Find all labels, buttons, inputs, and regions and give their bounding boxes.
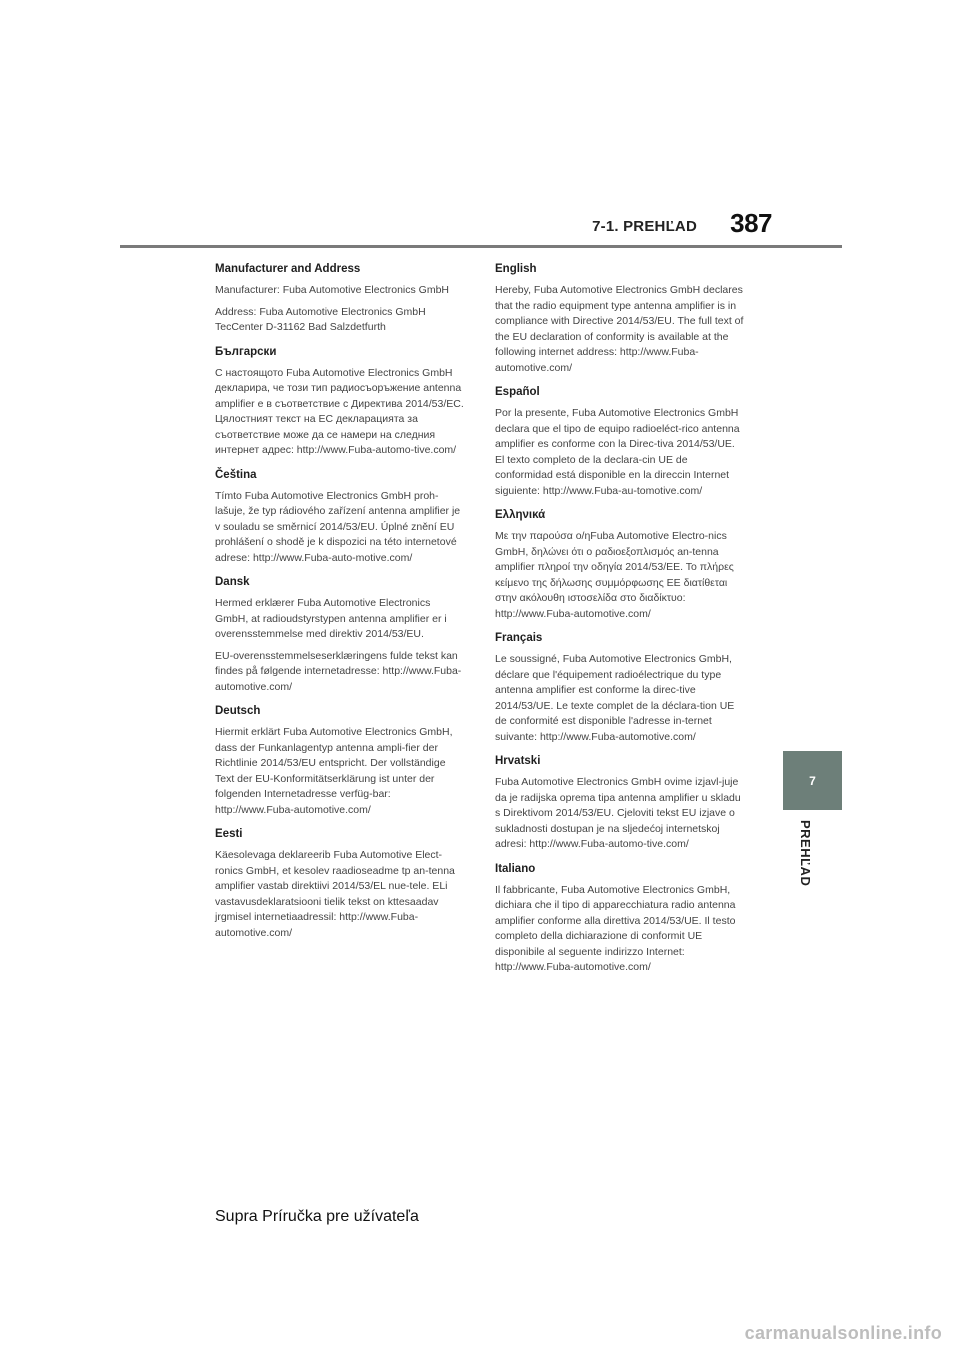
section-heading: Español	[495, 386, 540, 398]
section-title: 7-1. PREHĽAD	[592, 218, 697, 235]
paragraph: Käesolevaga deklareerib Fuba Automotive Elect-ronics GmbH, et kesolev raadioseadme tp an-tenna amplifier vastab direktiivi 2014/53/EL nue-tele. ELi vastavusdeklaratsiooni tielik tekst on kttesaadav jrgmisel internetiaadressil: http://www.Fuba-automotive.com/	[215, 849, 455, 939]
right-column	[495, 262, 745, 985]
footer-manual-title: Supra Príručka pre užívateľa	[215, 1208, 419, 1225]
page-number: 387	[730, 208, 772, 238]
section-czech	[215, 468, 465, 567]
paragraph: Με την παρούσα ο/ηFuba Automotive Electro-nics GmbH, δηλώνει ότι ο ραδιοεξοπλισμός an-tenna amplifier πληροί την οδηγία 2014/53/ΕΕ. Το πλήρες κείμενο της δήλωσης συμμόρφωσης ΕΕ διατίθεται στην ακόλουθη ιστοσελίδα στο διαδίκτυο: http://www.Fuba-automotive.com/	[495, 530, 734, 620]
section-croatian	[495, 754, 745, 853]
header-divider	[120, 245, 842, 248]
paragraph: Hiermit erklärt Fuba Automotive Electronics GmbH, dass der Funkanlagentyp antenna ampli-fier der Richtlinie 2014/53/EU entspricht. Der vollständige Text der EU-Konformitätserklärung ist unter der folgenden Internetadresse verfüg-bar: http://www.Fuba-automotive.com/	[215, 726, 453, 816]
section-heading: Italiano	[495, 862, 536, 875]
section-spanish	[495, 385, 745, 499]
section-estonian	[215, 827, 465, 941]
paragraph: Fuba Automotive Electronics GmbH ovime izjavl-juje da je radijska oprema tipa antenna amplifier u skladu s Direktivom 2014/53/EU. Cjeloviti tekst EU izjave o sukladnosti dostupan je na sljedećoj internetskoj adresi: http://www.Fuba-automo-tive.com/	[495, 776, 741, 850]
paragraph: Il fabbricante, Fuba Automotive Electronics GmbH, dichiara che il tipo di apparecchiatura radio antenna amplifier conforme alla direttiva 2014/53/UE. Il testo completo della dichiarazione di conformit UE disponibile al seguente indirizzo Internet: http://www.Fuba-automotive.com/	[495, 883, 736, 973]
section-english	[495, 262, 745, 376]
section-danish	[215, 575, 465, 695]
section-heading: Ελληνικά	[495, 509, 546, 521]
chapter-side-label: PREHĽAD	[798, 820, 813, 887]
section-heading: Български	[215, 345, 277, 358]
section-heading: English	[495, 263, 537, 275]
chapter-tab: 7	[783, 751, 842, 810]
section-greek	[495, 508, 745, 622]
section-bulgarian	[215, 345, 465, 459]
section-italian	[495, 862, 745, 976]
section-german	[215, 704, 465, 818]
paragraph: Hereby, Fuba Automotive Electronics GmbH declares that the radio equipment type antenna amplifier is in compliance with Directive 2014/53/EU. The full text of the EU declaration of conformity is available at the following internet address: http://www.Fuba-automotive.com/	[495, 284, 744, 374]
section-manufacturer	[215, 262, 465, 336]
paragraph: EU-overensstemmelseserklæringens fulde tekst kan findes på følgende internetadresse: http://www.Fuba-automotive.com/	[215, 649, 462, 693]
section-heading: Français	[495, 632, 543, 644]
section-heading: Dansk	[215, 576, 250, 588]
section-french	[495, 631, 745, 745]
paragraph: Tímto Fuba Automotive Electronics GmbH proh-lašuje, že typ rádiového zařízení antenna amplifier je v souladu se směrnicí 2014/53/EU. Úplné znění EU prohlášení o shodě je k dispozici na této internetové adrese: http://www.Fuba-auto-motive.com/	[215, 489, 461, 564]
paragraph: Le soussigné, Fuba Automotive Electronics GmbH, déclare que l'équipement radioélectrique du type antenna amplifier est conforme la direc-tive 2014/53/UE. Le texte complet de la déclara-tion UE de conformité est disponible l'adresse in-ternet suivante: http://www.Fuba-automotive.com/	[495, 653, 735, 743]
section-heading: Hrvatski	[495, 755, 541, 767]
paragraph: Manufacturer: Fuba Automotive Electronics GmbH	[215, 284, 450, 296]
watermark: carmanualsonline.info	[744, 1323, 942, 1343]
paragraph: Hermed erklærer Fuba Automotive Electronics GmbH, at radioudstyrstypen antenna amplifier er i overensstemmelse med direktiv 2014/53/EU.	[215, 597, 447, 640]
paragraph: С настоящото Fuba Automotive Electronics GmbH декларира, че този тип радиосъоръжение antenna amplifier е в съответствие с Директива 2014/53/ЕС. Цялостният текст на ЕС декларацията за съответствие може да се намери на следния интернет адрес: http://www.Fuba-automo-tive.com/	[215, 366, 464, 456]
section-heading: Eesti	[215, 828, 243, 840]
paragraph: Por la presente, Fuba Automotive Electronics GmbH declara que el tipo de equipo radioeléct-rico antenna amplifier es conforme con la Direc-tiva 2014/53/UE. El texto completo de la declara-cin UE de conformidad está disponible en la direccin Internet siguiente: http://www.Fuba-au-tomotive.com/	[495, 407, 740, 497]
section-heading: Čeština	[215, 468, 257, 481]
section-heading: Manufacturer and Address	[215, 263, 361, 275]
section-heading: Deutsch	[215, 705, 261, 717]
paragraph: Address: Fuba Automotive Electronics GmbH TecCenter D-31162 Bad Salzdetfurth	[215, 305, 426, 333]
left-column	[215, 262, 465, 950]
